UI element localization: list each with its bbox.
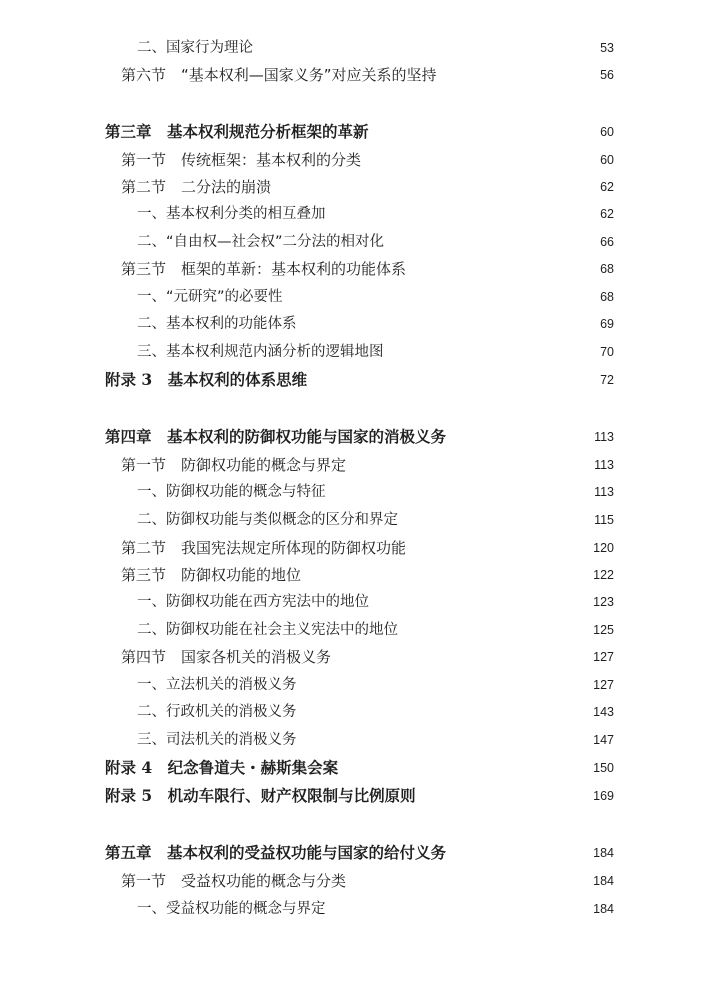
toc-entry [0,229,702,255]
toc-entry-page: 60 [600,153,614,167]
toc-appendix [0,783,702,809]
toc-entry-title: 二、“自由权—社会权”二分法的相对化 [137,234,385,250]
toc-entry-page: 66 [600,235,614,249]
toc-entry-page: 127 [593,678,614,692]
toc-entry [0,174,702,200]
toc-entry [0,699,702,725]
toc-entry-page: 69 [600,317,614,331]
toc-entry-page: 68 [600,290,614,304]
toc-entry-title: 一、防御权功能在西方宪法中的地位 [137,594,369,610]
toc-entry-page: 184 [593,902,614,916]
toc-appendix-page: 72 [600,373,614,387]
toc-entry-title: 第三节 防御权功能的地位 [121,566,302,584]
toc-entry-title: 二、国家行为理论 [137,40,253,56]
toc-entry [0,896,702,922]
toc-entry-title: 三、司法机关的消极义务 [137,732,297,748]
toc-entry-page: 143 [593,705,614,719]
toc-entry-page: 125 [593,623,614,637]
toc-entry-title: 二、防御权功能与类似概念的区分和界定 [137,512,398,528]
toc-entry-page: 120 [593,541,614,555]
toc-entry [0,62,702,88]
toc-entry-title: 二、防御权功能在社会主义宪法中的地位 [137,622,398,638]
toc-chapter-title: 第五章 基本权利的受益权功能与国家的给付义务 [105,843,447,862]
toc-entry [0,727,702,753]
toc-entry-title: 第四节 国家各机关的消极义务 [121,648,332,666]
toc-entry-page: 56 [600,68,614,82]
toc-entry-title: 第二节 我国宪法规定所体现的防御权功能 [121,539,407,557]
toc-entry-page: 115 [594,513,614,527]
toc-entry-page: 62 [600,207,614,221]
toc-entry-page: 184 [593,874,614,888]
toc-appendix-title: 附录 5 机动车限行、财产权限制与比例原则 [105,786,416,805]
toc-entry [0,256,702,282]
toc-entry [0,339,702,365]
toc-appendix-title: 附录 3 基本权利的体系思维 [105,370,308,389]
toc-entry [0,507,702,533]
toc-entry [0,562,702,588]
toc-chapter-title: 第三章 基本权利规范分析框架的革新 [105,122,369,141]
toc-entry [0,868,702,894]
toc-entry-title: 一、受益权功能的概念与界定 [137,901,326,917]
toc-entry-title: 第一节 受益权功能的概念与分类 [121,872,347,890]
toc-entry-title: 一、“元研究”的必要性 [137,289,283,305]
toc-entry [0,311,702,337]
toc-entry-page: 113 [594,458,614,472]
toc-appendix [0,755,702,781]
toc-entry [0,589,702,615]
toc-chapter-page: 113 [594,430,614,444]
toc-entry [0,284,702,310]
toc-entry-title: 二、行政机关的消极义务 [137,704,297,720]
toc-appendix-title: 附录 4 纪念鲁道夫・赫斯集会案 [105,758,339,777]
toc-entry [0,644,702,670]
toc-entry-title: 一、立法机关的消极义务 [137,677,297,693]
toc-entry-page: 62 [600,180,614,194]
toc-entry [0,535,702,561]
toc-chapter-page: 60 [600,125,614,139]
toc-entry-page: 70 [600,345,614,359]
toc-entry [0,672,702,698]
toc-entry [0,452,702,478]
toc-entry-title: 一、基本权利分类的相互叠加 [137,206,326,222]
toc-entry-title: 三、基本权利规范内涵分析的逻辑地图 [137,344,384,360]
toc-entry-title: 第一节 传统框架：基本权利的分类 [121,151,362,169]
toc-entry-page: 127 [593,650,614,664]
toc-appendix-page: 150 [593,761,614,775]
toc-entry-title: 第三节 框架的革新：基本权利的功能体系 [121,260,407,278]
toc-chapter [0,119,702,145]
toc-entry-page: 68 [600,262,614,276]
toc-entry-title: 第六节 “基本权利—国家义务”对应关系的坚持 [121,66,437,84]
toc-entry [0,35,702,61]
toc-entry [0,617,702,643]
toc-chapter [0,840,702,866]
toc-entry [0,147,702,173]
toc-entry-page: 147 [593,733,614,747]
toc-entry [0,479,702,505]
toc-appendix-page: 169 [593,789,614,803]
toc-entry-title: 二、基本权利的功能体系 [137,316,297,332]
toc-entry-page: 123 [593,595,614,609]
toc-entry-page: 113 [594,485,614,499]
toc-entry [0,201,702,227]
toc-chapter-page: 184 [593,846,614,860]
toc-chapter [0,424,702,450]
toc-entry-title: 第一节 防御权功能的概念与界定 [121,456,347,474]
toc-appendix [0,367,702,393]
toc-entry-page: 53 [600,41,614,55]
toc-entry-title: 第二节 二分法的崩溃 [121,178,272,196]
toc-chapter-title: 第四章 基本权利的防御权功能与国家的消极义务 [105,427,447,446]
toc-entry-page: 122 [593,568,614,582]
toc-entry-title: 一、防御权功能的概念与特征 [137,484,326,500]
